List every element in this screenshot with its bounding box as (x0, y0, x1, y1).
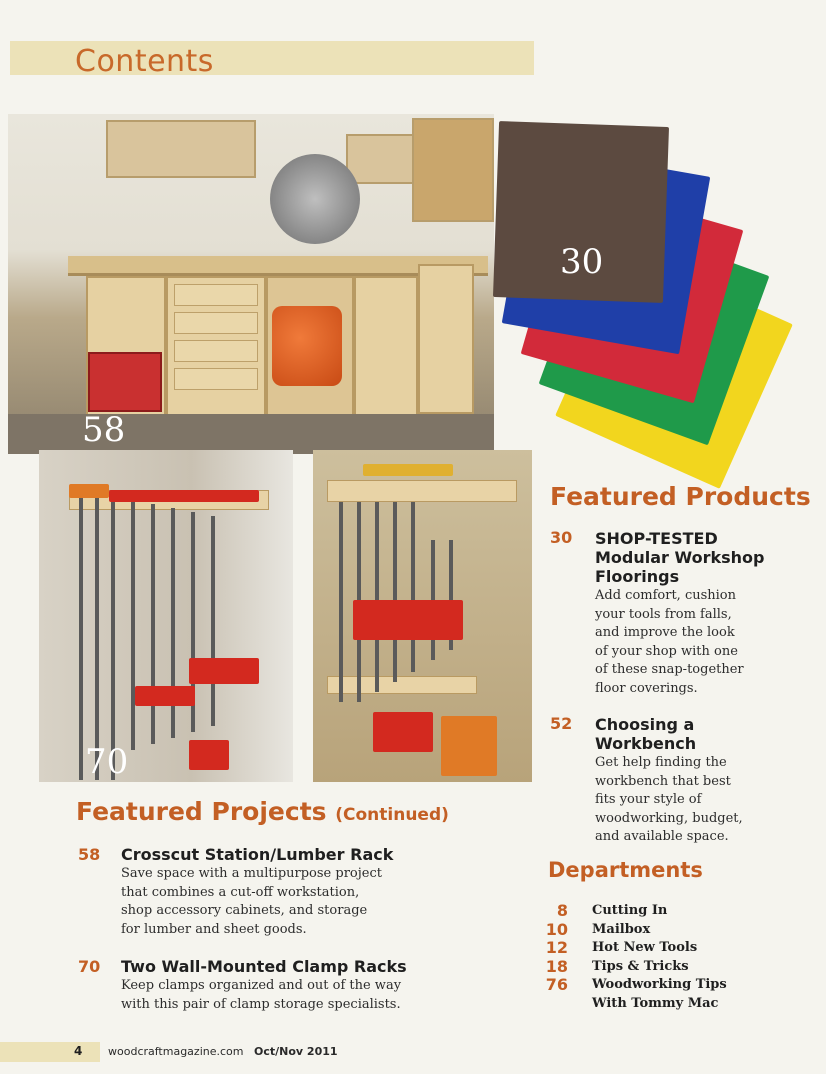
clamp-bar (211, 516, 215, 726)
department-item: With Tommy Mac (592, 995, 719, 1011)
wall-cabinet (412, 118, 494, 222)
clamp-bar (151, 504, 155, 744)
page-title: Contents (75, 44, 214, 79)
floor (8, 414, 494, 454)
red-clamp-handles (353, 600, 463, 640)
clamp-bar (375, 502, 379, 692)
department-item: 8 Cutting In (556, 901, 668, 920)
featured-products-heading: Featured Products (550, 482, 811, 511)
drawer (174, 368, 258, 390)
featured-projects-heading: Featured Projects (Continued) (76, 797, 449, 826)
red-organizer (88, 352, 162, 412)
entry-description: Save space with a multipurpose project that combines a cut-off workstation, shop accessory cabinets, and storage for lumber and sheet goods. (121, 866, 382, 937)
clamp-bar (95, 490, 99, 780)
department-item: 76 Woodworking Tips (545, 975, 727, 994)
rack-plank (327, 480, 517, 502)
red-clamp-jaws (189, 658, 259, 684)
entry-description: Keep clamps organized and out of the way with this pair of clamp storage specialists. (121, 978, 402, 1012)
footer-band (0, 1042, 100, 1062)
entry-title: SHOP-TESTED Modular Workshop Floorings (595, 529, 765, 586)
clamp-bar (79, 490, 83, 780)
entry-title: Crosscut Station/Lumber Rack (121, 845, 394, 864)
floor-mats-photo (494, 120, 794, 480)
entry-title: Choosing a Workbench (595, 715, 697, 753)
orange-clamp-head (69, 484, 109, 498)
department-item: 10 Mailbox (545, 919, 651, 939)
red-clamp-jaws (189, 740, 229, 770)
photo-page-number: 58 (82, 410, 126, 450)
footer-website: woodcraftmagazine.com (108, 1045, 244, 1058)
crosscut-station-photo (8, 114, 494, 454)
entry-page-number: 58 (78, 845, 101, 864)
red-clamp-handles (373, 712, 433, 752)
entry-description: Add comfort, cushion your tools from falls, and improve the look of your shop with one of these snap-together floor coverings. (595, 588, 744, 696)
footer-page-number: 4 (74, 1044, 83, 1058)
drawer (174, 312, 258, 334)
mallet (363, 464, 453, 476)
drawer-cabinet (166, 276, 266, 416)
entry-page-number: 52 (550, 714, 573, 733)
department-item: 12 Hot New Tools (545, 938, 698, 957)
entry-page-number: 70 (78, 957, 101, 976)
entry-description: Get help finding the workbench that best fits your style of woodworking, budget, and available space. (595, 755, 743, 844)
mat-photo-page-number: 30 (560, 242, 604, 282)
clamp-bar (339, 502, 343, 702)
red-clamp-heads (109, 490, 259, 502)
clamp-rack-photo-left (39, 450, 293, 782)
entry-title: Two Wall-Mounted Clamp Racks (121, 957, 407, 976)
wall-cabinet (106, 120, 256, 178)
red-clamp-jaws (135, 686, 195, 706)
miter-saw (270, 154, 360, 244)
clamp-bar (111, 500, 115, 780)
clamp-bar (131, 500, 135, 750)
orange-clamp-handles (441, 716, 497, 776)
clamp-bar (393, 502, 397, 682)
entry-page-number: 30 (550, 528, 573, 547)
door-cabinet (354, 276, 418, 416)
shelf-cabinet (418, 264, 474, 414)
orange-barrel (272, 306, 342, 386)
rack-shelf (327, 676, 477, 694)
clamp-bar (411, 502, 415, 672)
departments-list (538, 902, 778, 1013)
drawer (174, 340, 258, 362)
heading-suffix: (Continued) (335, 805, 449, 825)
department-item: 18 Tips & Tricks (545, 956, 689, 976)
departments-heading: Departments (548, 858, 703, 882)
clamp-rack-photo-right (313, 450, 532, 782)
photo-page-number: 70 (85, 742, 129, 782)
drawer (174, 284, 258, 306)
footer-issue-date: Oct/Nov 2011 (254, 1045, 338, 1058)
